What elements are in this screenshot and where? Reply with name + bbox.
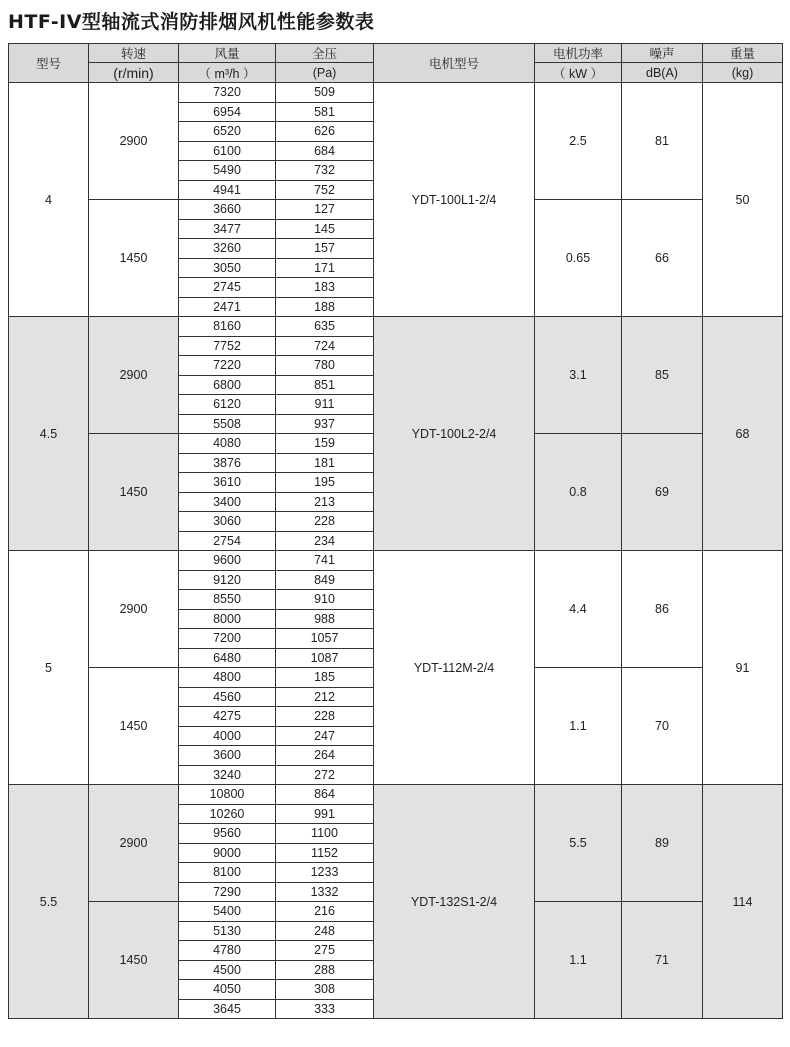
noise-cell: 71 <box>622 902 703 1019</box>
speed-cell: 1450 <box>89 200 179 317</box>
power-cell: 0.8 <box>535 434 622 551</box>
pressure-cell: 911 <box>276 395 374 415</box>
pressure-cell: 1233 <box>276 863 374 883</box>
power-cell: 2.5 <box>535 83 622 200</box>
pressure-cell: 188 <box>276 297 374 317</box>
speed-cell: 2900 <box>89 785 179 902</box>
motor-cell: YDT-100L2-2/4 <box>374 317 535 551</box>
airflow-cell: 4275 <box>179 707 276 727</box>
pressure-cell: 228 <box>276 512 374 532</box>
pressure-cell: 234 <box>276 531 374 551</box>
airflow-cell: 7220 <box>179 356 276 376</box>
header-model: 型号 <box>9 44 89 83</box>
table-row <box>9 317 783 337</box>
header-speed-unit: (r/min) <box>89 63 179 83</box>
pressure-cell: 195 <box>276 473 374 493</box>
pressure-cell: 937 <box>276 414 374 434</box>
header-motor: 电机型号 <box>374 44 535 83</box>
airflow-cell: 4050 <box>179 980 276 1000</box>
motor-cell: YDT-100L1-2/4 <box>374 83 535 317</box>
header-noise: 噪声 <box>622 44 703 63</box>
pressure-cell: 185 <box>276 668 374 688</box>
airflow-cell: 3876 <box>179 453 276 473</box>
weight-cell: 68 <box>703 317 783 551</box>
pressure-cell: 1057 <box>276 629 374 649</box>
airflow-cell: 9560 <box>179 824 276 844</box>
airflow-cell: 2471 <box>179 297 276 317</box>
airflow-cell: 4080 <box>179 434 276 454</box>
pressure-cell: 171 <box>276 258 374 278</box>
pressure-cell: 988 <box>276 609 374 629</box>
noise-cell: 70 <box>622 668 703 785</box>
airflow-cell: 8550 <box>179 590 276 610</box>
airflow-cell: 3050 <box>179 258 276 278</box>
power-cell: 0.65 <box>535 200 622 317</box>
airflow-cell: 4560 <box>179 687 276 707</box>
airflow-cell: 3645 <box>179 999 276 1019</box>
pressure-cell: 732 <box>276 161 374 181</box>
airflow-cell: 3240 <box>179 765 276 785</box>
model-cell: 4 <box>9 83 89 317</box>
noise-cell: 85 <box>622 317 703 434</box>
airflow-cell: 6100 <box>179 141 276 161</box>
header-airflow-unit: （ m³/h ） <box>179 63 276 83</box>
performance-table <box>8 43 783 1019</box>
airflow-cell: 5130 <box>179 921 276 941</box>
table-body <box>9 83 783 1019</box>
pressure-cell: 752 <box>276 180 374 200</box>
airflow-cell: 3400 <box>179 492 276 512</box>
airflow-cell: 5508 <box>179 414 276 434</box>
airflow-cell: 5400 <box>179 902 276 922</box>
airflow-cell: 2745 <box>179 278 276 298</box>
airflow-cell: 6520 <box>179 122 276 142</box>
noise-cell: 86 <box>622 551 703 668</box>
pressure-cell: 272 <box>276 765 374 785</box>
pressure-cell: 159 <box>276 434 374 454</box>
noise-cell: 66 <box>622 200 703 317</box>
table-row <box>9 551 783 571</box>
pressure-cell: 1087 <box>276 648 374 668</box>
power-cell: 1.1 <box>535 902 622 1019</box>
power-cell: 1.1 <box>535 668 622 785</box>
airflow-cell: 7320 <box>179 83 276 103</box>
pressure-cell: 333 <box>276 999 374 1019</box>
airflow-cell: 8160 <box>179 317 276 337</box>
pressure-cell: 157 <box>276 239 374 259</box>
header-weight: 重量 <box>703 44 783 63</box>
airflow-cell: 7200 <box>179 629 276 649</box>
airflow-cell: 9120 <box>179 570 276 590</box>
noise-cell: 69 <box>622 434 703 551</box>
pressure-cell: 849 <box>276 570 374 590</box>
pressure-cell: 308 <box>276 980 374 1000</box>
pressure-cell: 248 <box>276 921 374 941</box>
pressure-cell: 635 <box>276 317 374 337</box>
pressure-cell: 181 <box>276 453 374 473</box>
airflow-cell: 3660 <box>179 200 276 220</box>
noise-cell: 89 <box>622 785 703 902</box>
speed-cell: 2900 <box>89 551 179 668</box>
pressure-cell: 288 <box>276 960 374 980</box>
pressure-cell: 910 <box>276 590 374 610</box>
pressure-cell: 780 <box>276 356 374 376</box>
speed-cell: 1450 <box>89 668 179 785</box>
header-pressure: 全压 <box>276 44 374 63</box>
pressure-cell: 264 <box>276 746 374 766</box>
airflow-cell: 6800 <box>179 375 276 395</box>
pressure-cell: 213 <box>276 492 374 512</box>
pressure-cell: 851 <box>276 375 374 395</box>
pressure-cell: 991 <box>276 804 374 824</box>
power-cell: 3.1 <box>535 317 622 434</box>
pressure-cell: 724 <box>276 336 374 356</box>
header-pressure-unit: (Pa) <box>276 63 374 83</box>
pressure-cell: 864 <box>276 785 374 805</box>
airflow-cell: 8000 <box>179 609 276 629</box>
airflow-cell: 10800 <box>179 785 276 805</box>
airflow-cell: 4941 <box>179 180 276 200</box>
pressure-cell: 741 <box>276 551 374 571</box>
model-cell: 4.5 <box>9 317 89 551</box>
pressure-cell: 212 <box>276 687 374 707</box>
pressure-cell: 216 <box>276 902 374 922</box>
noise-cell: 81 <box>622 83 703 200</box>
header-power-unit: （ kW ） <box>535 63 622 83</box>
airflow-cell: 4780 <box>179 941 276 961</box>
model-cell: 5 <box>9 551 89 785</box>
airflow-cell: 7290 <box>179 882 276 902</box>
pressure-cell: 127 <box>276 200 374 220</box>
airflow-cell: 8100 <box>179 863 276 883</box>
pressure-cell: 1332 <box>276 882 374 902</box>
airflow-cell: 3477 <box>179 219 276 239</box>
model-cell: 5.5 <box>9 785 89 1019</box>
airflow-cell: 3060 <box>179 512 276 532</box>
airflow-cell: 2754 <box>179 531 276 551</box>
speed-cell: 1450 <box>89 434 179 551</box>
weight-cell: 50 <box>703 83 783 317</box>
airflow-cell: 9000 <box>179 843 276 863</box>
airflow-cell: 4500 <box>179 960 276 980</box>
speed-cell: 1450 <box>89 902 179 1019</box>
header-weight-unit: (kg) <box>703 63 783 83</box>
table-header <box>9 44 783 83</box>
pressure-cell: 684 <box>276 141 374 161</box>
pressure-cell: 275 <box>276 941 374 961</box>
airflow-cell: 6120 <box>179 395 276 415</box>
power-cell: 5.5 <box>535 785 622 902</box>
header-speed: 转速 <box>89 44 179 63</box>
pressure-cell: 581 <box>276 102 374 122</box>
airflow-cell: 6480 <box>179 648 276 668</box>
motor-cell: YDT-132S1-2/4 <box>374 785 535 1019</box>
header-noise-unit: dB(A) <box>622 63 703 83</box>
table-row <box>9 785 783 805</box>
airflow-cell: 3610 <box>179 473 276 493</box>
header-power: 电机功率 <box>535 44 622 63</box>
airflow-cell: 4000 <box>179 726 276 746</box>
airflow-cell: 5490 <box>179 161 276 181</box>
pressure-cell: 1152 <box>276 843 374 863</box>
airflow-cell: 3600 <box>179 746 276 766</box>
speed-cell: 2900 <box>89 317 179 434</box>
airflow-cell: 3260 <box>179 239 276 259</box>
header-airflow: 风量 <box>179 44 276 63</box>
pressure-cell: 145 <box>276 219 374 239</box>
pressure-cell: 1100 <box>276 824 374 844</box>
pressure-cell: 247 <box>276 726 374 746</box>
table-row <box>9 83 783 103</box>
pressure-cell: 509 <box>276 83 374 103</box>
pressure-cell: 626 <box>276 122 374 142</box>
airflow-cell: 10260 <box>179 804 276 824</box>
weight-cell: 114 <box>703 785 783 1019</box>
airflow-cell: 6954 <box>179 102 276 122</box>
power-cell: 4.4 <box>535 551 622 668</box>
motor-cell: YDT-112M-2/4 <box>374 551 535 785</box>
airflow-cell: 4800 <box>179 668 276 688</box>
airflow-cell: 7752 <box>179 336 276 356</box>
speed-cell: 2900 <box>89 83 179 200</box>
pressure-cell: 183 <box>276 278 374 298</box>
pressure-cell: 228 <box>276 707 374 727</box>
weight-cell: 91 <box>703 551 783 785</box>
page-title: HTF-IV型轴流式消防排烟风机性能参数表 <box>8 11 375 33</box>
airflow-cell: 9600 <box>179 551 276 571</box>
